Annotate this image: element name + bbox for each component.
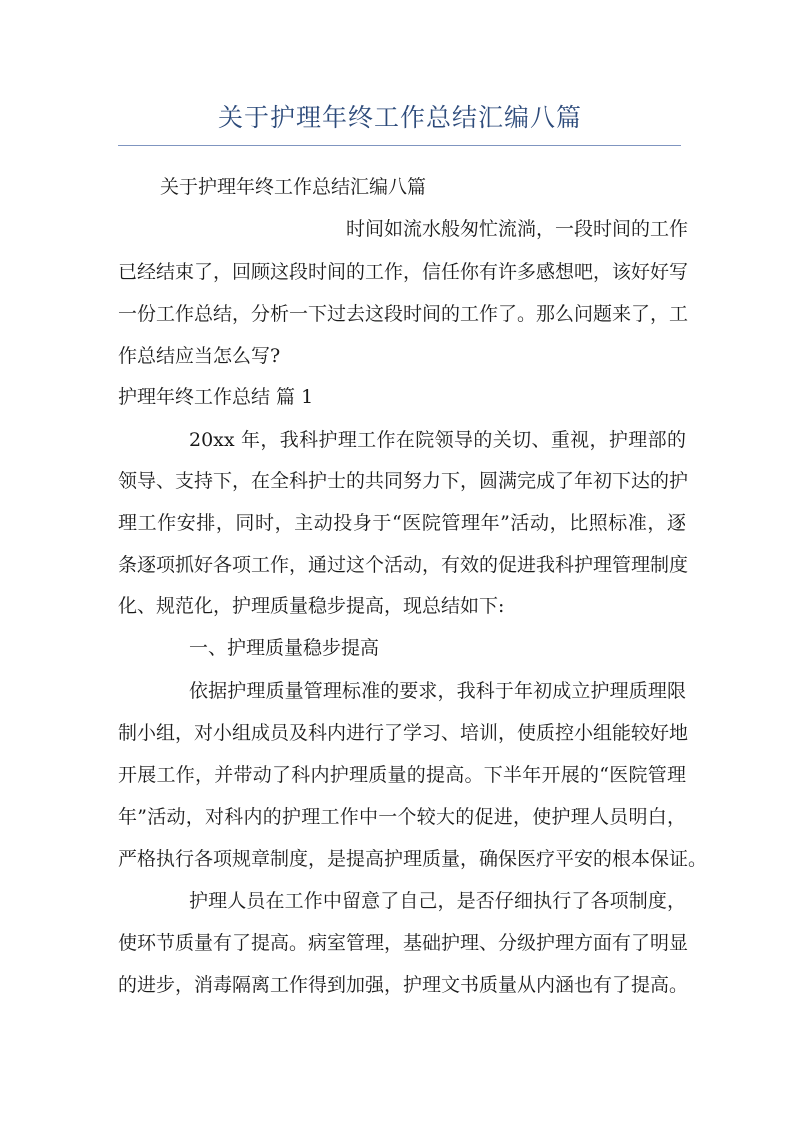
document-subtitle: 关于护理年终工作总结汇编八篇 bbox=[160, 176, 427, 198]
paragraph-line: 制小组，对小组成员及科内进行了学习、培训，使质控小组能较好地 bbox=[118, 722, 689, 744]
paragraph-line: 20xx 年，我科护理工作在院领导的关切、重视，护理部的 bbox=[189, 429, 686, 451]
paragraph-line: 时间如流水般匆忙流淌，一段时间的工作 bbox=[346, 218, 689, 240]
chapter-heading: 护理年终工作总结 篇 1 bbox=[118, 386, 314, 408]
paragraph-line: 领导、支持下，在全科护士的共同努力下，圆满完成了年初下达的护 bbox=[118, 470, 689, 492]
section-heading: 一、护理质量稳步提高 bbox=[189, 637, 380, 659]
paragraph-line: 使环节质量有了提高。病室管理，基础护理、分级护理方面有了明显 bbox=[118, 932, 689, 954]
paragraph-line: 的进步，消毒隔离工作得到加强，护理文书质量从内涵也有了提高。 bbox=[118, 974, 689, 996]
document-title: 关于护理年终工作总结汇编八篇 bbox=[217, 103, 582, 132]
title-divider bbox=[118, 145, 681, 146]
paragraph-line: 条逐项抓好各项工作，通过这个活动，有效的促进我科护理管理制度 bbox=[118, 554, 689, 576]
paragraph-line: 严格执行各项规章制度，是提高护理质量，确保医疗平安的根本保证。 bbox=[118, 848, 708, 870]
paragraph-line: 依据护理质量管理标准的要求，我科于年初成立护理质理限 bbox=[189, 680, 686, 702]
paragraph-line: 理工作安排，同时，主动投身于“医院管理年”活动，比照标准，逐 bbox=[118, 512, 686, 534]
paragraph-line: 作总结应当怎么写? bbox=[118, 345, 281, 367]
paragraph-line: 年”活动，对科内的护理工作中一个较大的促进，使护理人员明白， bbox=[118, 806, 686, 828]
paragraph-line: 护理人员在工作中留意了自己，是否仔细执行了各项制度， bbox=[189, 890, 686, 912]
paragraph-line: 化、规范化，护理质量稳步提高，现总结如下: bbox=[118, 595, 505, 617]
paragraph-line: 开展工作，并带动了科内护理质量的提高。下半年开展的“医院管理 bbox=[118, 764, 686, 786]
paragraph-line: 一份工作总结，分析一下过去这段时间的工作了。那么问题来了，工 bbox=[118, 303, 689, 325]
paragraph-line: 已经结束了，回顾这段时间的工作，信任你有许多感想吧，该好好写 bbox=[118, 261, 689, 283]
